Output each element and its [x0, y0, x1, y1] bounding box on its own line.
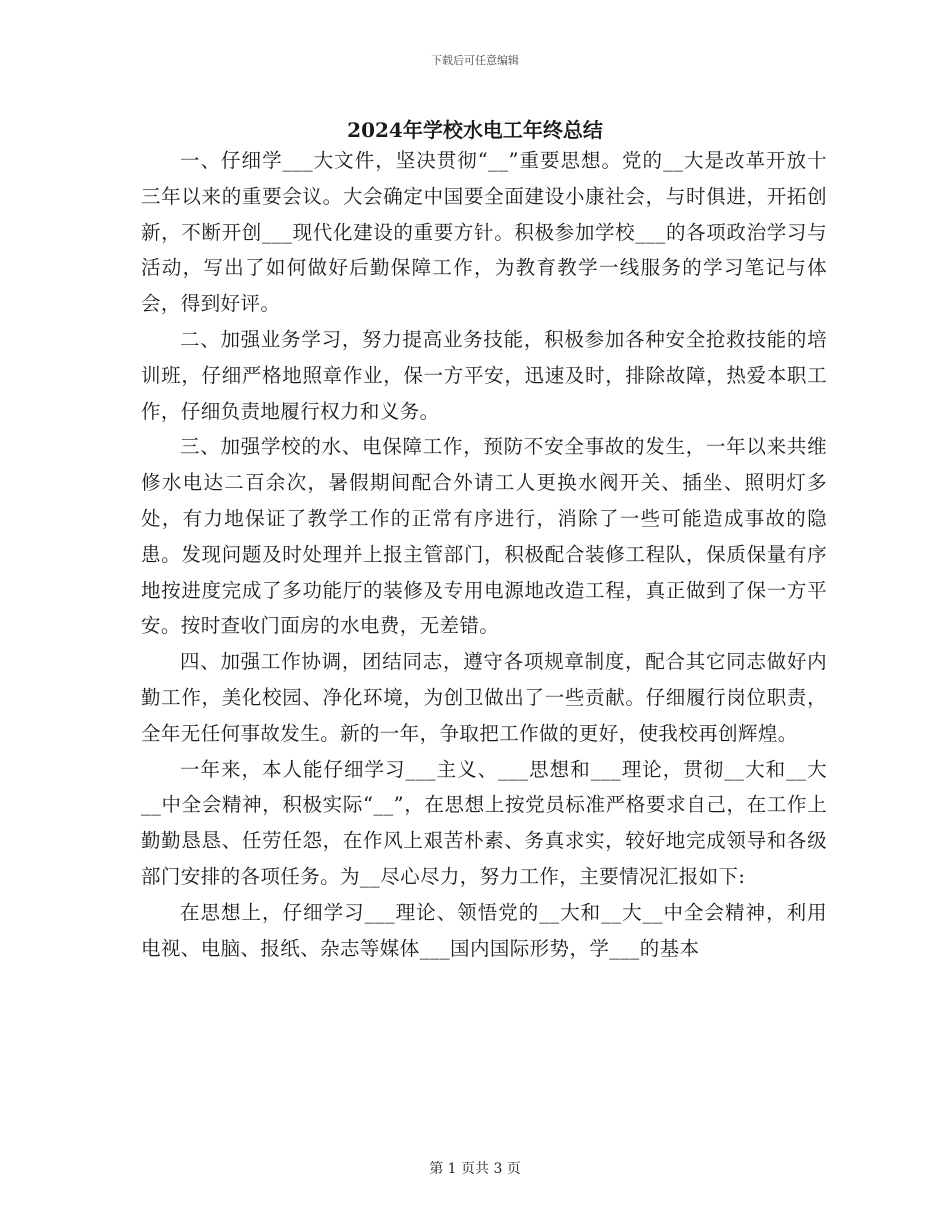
paragraph-1: 一、仔细学___大文件，坚决贯彻“__”重要思想。党的__大是改革开放十三年以来的重要会议。大会确定中国要全面建设小康社会，与时俱进，开拓创新，不断开创___现代化建设的重要方针。积极参加学校___的各项政治学习与活动，写出了如何做好后勤保障工作，为教育教学一线服务的学习笔记与体会，得到好评。	[141, 149, 827, 316]
paragraph-3: 三、加强学校的水、电保障工作，预防不安全事故的发生，一年以来共维修水电达二百余次，暑假期间配合外请工人更换水阀开关、插坐、照明灯多处，有力地保证了教学工作的正常有序进行，消除了一些可能造成事故的隐患。发现问题及时处理并上报主管部门，积极配合装修工程队，保质保量有序地按进度完成了多功能厅的装修及专用电源地改造工程，真正做到了保一方平安。按时查收门面房的水电费，无差错。	[141, 435, 827, 638]
paragraph-2: 二、加强业务学习，努力提高业务技能，积极参加各种安全抢救技能的培训班，仔细严格地照章作业，保一方平安，迅速及时，排除故障，热爱本职工作，仔细负责地履行权力和义务。	[141, 327, 827, 423]
document-title: 2024年学校水电工年终总结	[347, 118, 603, 142]
paragraph-6: 在思想上，仔细学习___理论、领悟党的__大和__大__中全会精神，利用电视、电脑、报纸、杂志等媒体___国内国际形势，学___的基本	[141, 900, 827, 960]
document-body	[141, 143, 827, 966]
paragraph-4: 四、加强工作协调，团结同志，遵守各项规章制度，配合其它同志做好内勤工作，美化校园、净化环境，为创卫做出了一些贡献。仔细履行岗位职责，全年无任何事故发生。新的一年，争取把工作做的更好，使我校再创辉煌。	[141, 650, 827, 745]
header-note: 下载后可任意编辑	[431, 54, 519, 67]
paragraph-5: 一年来，本人能仔细学习___主义、___思想和___理论，贯彻__大和__大__中全会精神，积极实际“__”，在思想上按党员标准严格要求自己，在工作上勤勤恳恳、任劳任怨，在作风上艰苦朴素、务真求实，较好地完成领导和各级部门安排的各项任务。为__尽心尽力，努力工作，主要情况汇报如下:	[141, 757, 827, 888]
page-footer: 第 1 页共 3 页	[429, 1161, 521, 1177]
